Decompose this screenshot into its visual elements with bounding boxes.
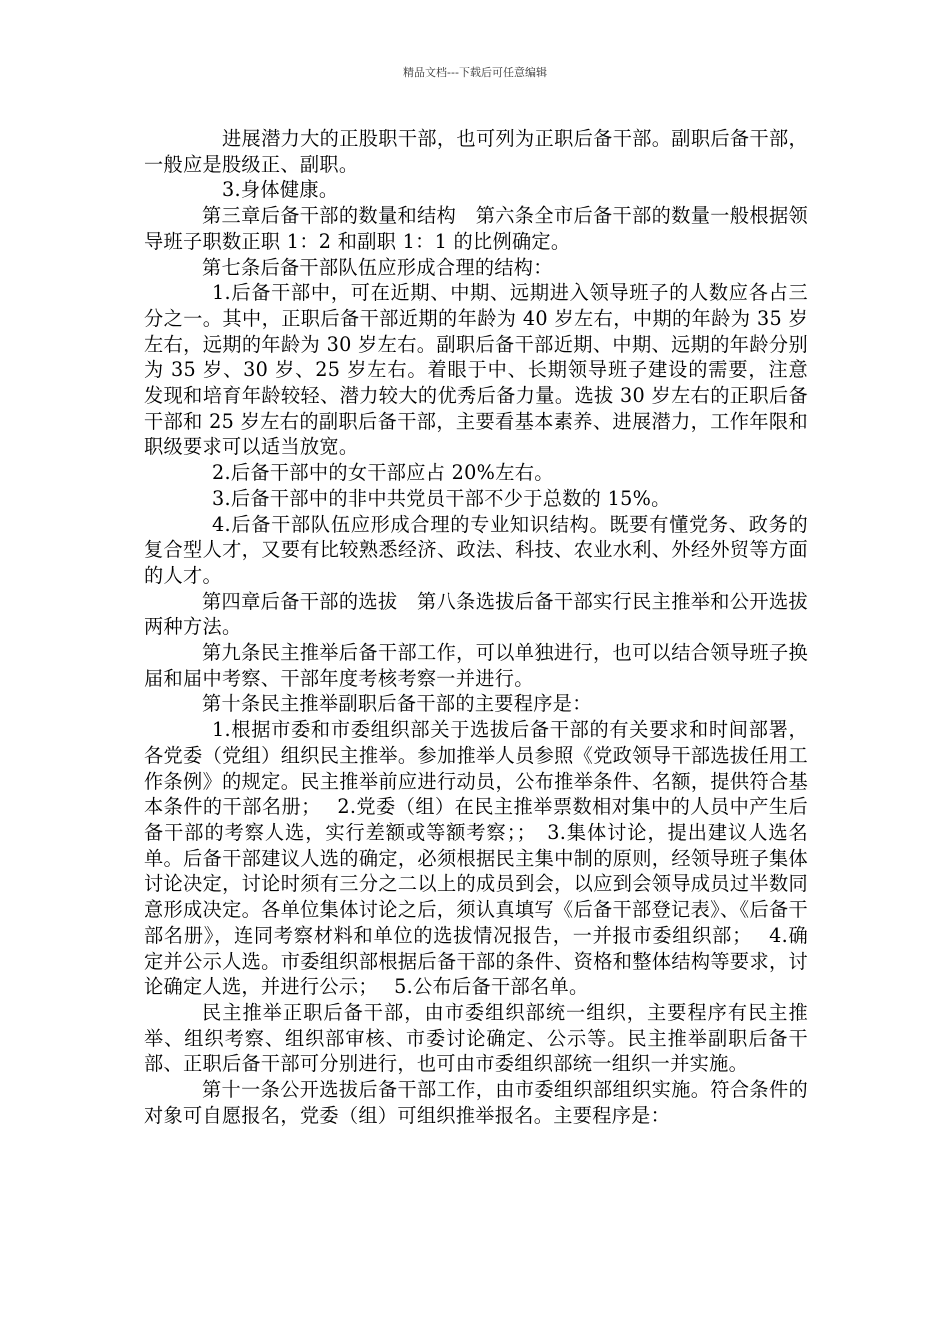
paragraph-structure-item-1: 1.后备干部中，可在近期、中期、远期进入领导班子的人数应各占三分之一。其中，正职后备干部近期的年龄为 40 岁左右，中期的年龄为 35 岁左右，远期的年龄为 30 岁左右。副职后备干部近期、中期、远期的年龄分别为 35 岁、30 岁、25 岁左右。着眼于中、长期领导班子建设的需要，注意发现和培育年龄较轻、潜力较大的优秀后备力量。选拔 30 岁左右的正职后备干部和 25 岁左右的副职后备干部，主要看基本素养、进展潜力，工作年限和职级要求可以适当放宽。 [144,281,808,459]
paragraph-article-eleven: 第十一条公开选拔后备干部工作，由市委组织部组织实施。符合条件的对象可自愿报名，党委（组）可组织推举报名。主要程序是： [144,1078,808,1127]
paragraph-structure-item-3: 3.后备干部中的非中共党员干部不少于总数的 15%。 [212,486,671,510]
paragraph-procedure-steps: 1.根据市委和市委组织部关于选拔后备干部的有关要求和时间部署，各党委（党组）组织民主推举。参加推举人员参照《党政领导干部选拔任用工作条例》的规定。民主推举前应进行动员，公布推举条件、名额，提供符合基本条件的干部名册； 2.党委（组）在民主推举票数相对集中的人员中产生后备干部的考察人选，实行差额或等额考察；； 3.集体讨论，提出建议人选名单。后备干部建议人选的确定，必须根据民主集中制的原则，经领导班子集体讨论决定，讨论时须有三分之二以上的成员到会，以应到会领导成员过半数同意形成决定。各单位集体讨论之后，须认真填写《后备干部登记表》、《后备干部名册》，连同考察材料和单位的选拔情况报告，一并报市委组织部； 4.确定并公示人选。市委组织部根据后备干部的条件、资格和整体结构等要求，讨论确定人选，并进行公示； 5.公布后备干部名单。 [144,718,808,999]
paragraph-health: 3.身体健康。 [222,178,339,202]
paragraph-chapter-four: 第四章后备干部的选拔 第八条选拔后备干部实行民主推举和公开选拔两种方法。 [144,589,808,639]
paragraph-chapter-three: 第三章后备干部的数量和结构 第六条全市后备干部的数量一般根据领导班子职数正职 1：2 和副职 1：1 的比例确定。 [144,204,808,253]
paragraph-structure-item-2: 2.后备干部中的女干部应占 20%左右。 [212,461,554,485]
paragraph-principal-reserve: 民主推举正职后备干部，由市委组织部统一组织，主要程序有民主推举、组织考察、组织部审核、市委讨论确定、公示等。民主推举副职后备干部、正职后备干部可分别进行，也可由市委组织部统一组织一并实施。 [144,1000,808,1076]
paragraph-article-nine: 第九条民主推举后备干部工作，可以单独进行，也可以结合领导班子换届和届中考察、干部年度考核考察一并进行。 [144,641,808,690]
paragraph-structure-item-4: 4.后备干部队伍应形成合理的专业知识结构。既要有懂党务、政务的复合型人才，又要有比较熟悉经济、政法、科技、农业水利、外经外贸等方面的人才。 [144,512,808,587]
paragraph-continuation: 进展潜力大的正股职干部，也可列为正职后备干部。副职后备干部，一般应是股级正、副职。 [144,127,808,176]
document-body [144,126,808,1128]
paragraph-article-seven: 第七条后备干部队伍应形成合理的结构： [202,255,553,279]
page-header: 精品文档---下载后可任意编辑 [403,66,547,79]
paragraph-article-ten: 第十条民主推举副职后备干部的主要程序是： [202,692,592,716]
